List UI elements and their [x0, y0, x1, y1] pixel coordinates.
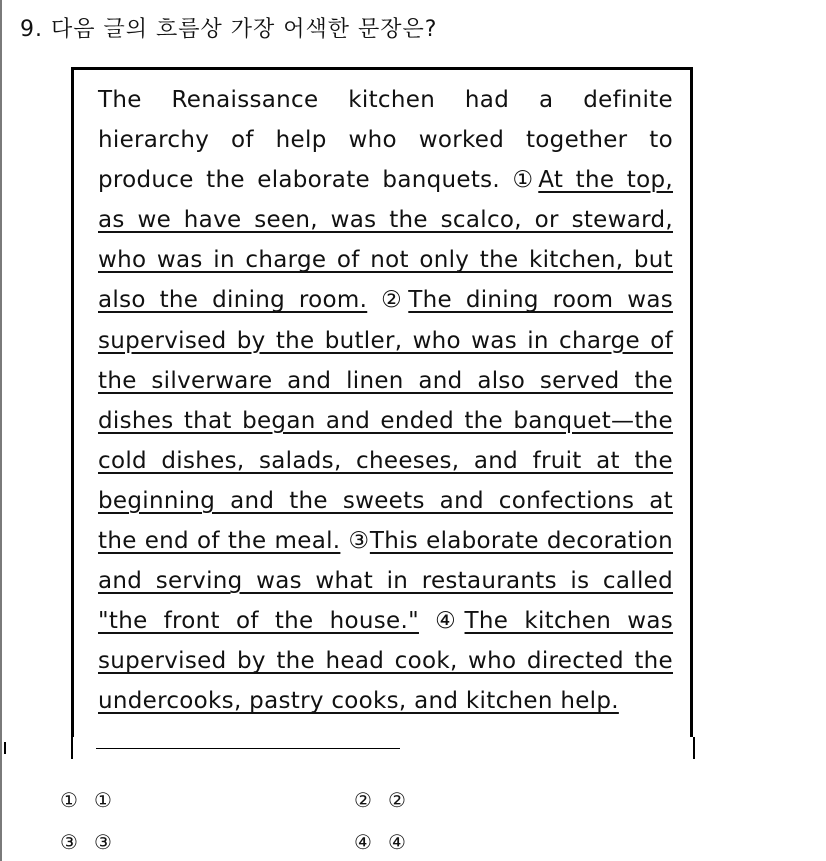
choice-1-number: ①: [60, 788, 80, 812]
box-left-tick: [71, 737, 73, 759]
choice-4-number: ④: [354, 830, 374, 854]
sentence-3: This elaborate decoration and serving was what in restaurants is called "the front of the house.": [98, 528, 673, 635]
question-title: 9. 다음 글의 흐름상 가장 어색한 문장은?: [20, 17, 438, 42]
marker-1: ①: [512, 167, 539, 194]
marker-2: ②: [381, 287, 409, 314]
margin-tick: [4, 742, 6, 754]
choice-3-number: ③: [60, 830, 80, 854]
left-margin-rule: [0, 0, 2, 861]
passage-intro: The Renaissance kitchen had a definite hierarchy of help who worked together to produce the elaborate banquets.: [98, 87, 673, 194]
passage-box: [71, 67, 693, 737]
marker-3: ③: [348, 528, 370, 555]
passage-text: [98, 80, 673, 722]
choice-2-number: ②: [354, 788, 374, 812]
sentence-2: The dining room was supervised by the butler, who was in charge of the silverware and linen and also served the dishes that began and ended the banquet—the cold dishes, salads, cheeses, and fruit at the beginning and the sweets and confections at the end of the meal.: [98, 287, 673, 555]
choice-1[interactable]: [60, 788, 114, 812]
choice-4[interactable]: [354, 830, 408, 854]
choice-2-label: ②: [388, 788, 408, 812]
choice-1-label: ①: [94, 788, 114, 812]
choice-3[interactable]: [60, 830, 114, 854]
sentence-4: The kitchen was supervised by the head cook, who directed the undercooks, pastry cooks, and kitchen help.: [98, 608, 674, 715]
cut-off-underline: [96, 748, 400, 749]
choice-3-label: ③: [94, 830, 114, 854]
marker-4: ④: [435, 608, 465, 635]
choice-4-label: ④: [388, 830, 408, 854]
sentence-1: At the top, as we have seen, was the scalco, or steward, who was in charge of not only the kitchen, but also the dining room.: [98, 167, 673, 314]
box-right-tick: [693, 737, 695, 759]
choice-2[interactable]: [354, 788, 408, 812]
